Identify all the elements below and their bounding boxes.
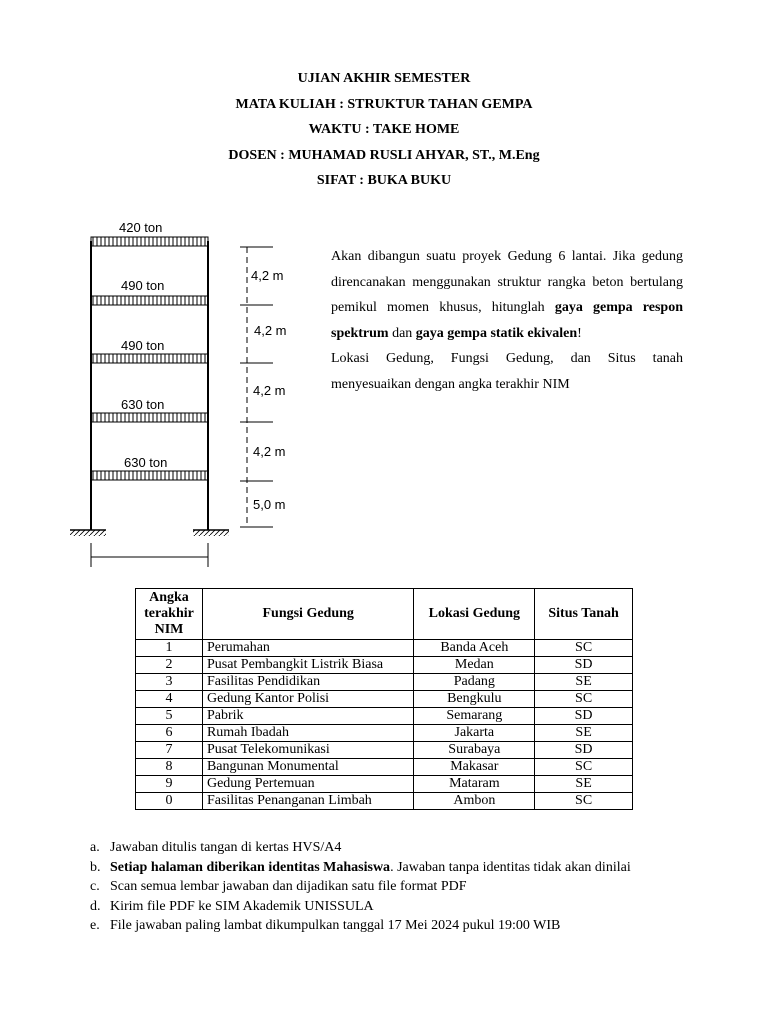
cell-function: Pusat Pembangkit Listrik Biasa	[202, 657, 414, 674]
storey-height-label: 4,2 m	[253, 383, 286, 398]
cell-location: Ambon	[414, 793, 535, 810]
problem-description	[331, 244, 683, 397]
table-row	[136, 793, 633, 810]
cell-location: Jakarta	[414, 725, 535, 742]
col-header-soil: Situs Tanah	[535, 589, 633, 640]
table-row	[136, 657, 633, 674]
cell-soil: SC	[535, 640, 633, 657]
list-item-emphasis: Setiap halaman diberikan identitas Mahasiswa	[110, 859, 391, 875]
col-header-function: Fungsi Gedung	[202, 589, 414, 640]
storey-height-label: 4,2 m	[253, 444, 286, 459]
description-emphasis: gaya gempa respon spektrum	[331, 300, 683, 341]
cell-nim: 6	[136, 725, 203, 742]
list-item	[90, 916, 680, 936]
cell-function: Bangunan Monumental	[202, 759, 414, 776]
cell-location: Semarang	[414, 708, 535, 725]
description-text: !	[577, 325, 582, 341]
cell-nim: 7	[136, 742, 203, 759]
left-fixed-support	[70, 530, 106, 536]
cell-nim: 9	[136, 776, 203, 793]
exam-header	[0, 66, 768, 194]
cell-soil: SE	[535, 674, 633, 691]
load-label: 630 ton	[121, 397, 165, 412]
storey-height-label: 5,0 m	[253, 497, 286, 512]
load-label: 420 ton	[119, 220, 163, 235]
cell-location: Surabaya	[414, 742, 535, 759]
list-item-text: Jawaban ditulis tangan di kertas HVS/A4	[110, 840, 342, 855]
table-row	[136, 708, 633, 725]
list-item	[90, 897, 680, 917]
cell-nim: 5	[136, 708, 203, 725]
cell-soil: SD	[535, 657, 633, 674]
col-header-nim: Angka terakhir NIM	[136, 589, 203, 640]
span-dimension-line	[91, 543, 208, 567]
description-text: Akan dibangun suatu proyek Gedung 6 lantai. Jika gedung direncanakan menggunakan struktur rangka beton bertulang pemikul momen khusus, hitunglah	[331, 249, 683, 315]
header-lecturer: DOSEN : MUHAMAD RUSLI AHYAR, ST., M.Eng	[228, 147, 540, 163]
cell-soil: SC	[535, 759, 633, 776]
list-marker: e.	[90, 918, 100, 934]
list-item-text: Scan semua lembar jawaban dan dijadikan satu file format PDF	[110, 879, 467, 895]
cell-nim: 8	[136, 759, 203, 776]
load-label: 490 ton	[121, 338, 165, 353]
header-nature: SIFAT : BUKA BUKU	[316, 173, 452, 188]
table-header-row	[136, 589, 633, 640]
cell-soil: SD	[535, 742, 633, 759]
cell-function: Gedung Pertemuan	[202, 776, 414, 793]
list-marker: c.	[90, 879, 100, 895]
cell-soil: SE	[535, 776, 633, 793]
description-paragraph-1	[331, 244, 683, 346]
storey-height-label: 4,2 m	[251, 268, 284, 283]
building-frame-diagram	[60, 215, 300, 575]
cell-location: Mataram	[414, 776, 535, 793]
description-emphasis: gaya gempa statik ekivalen	[415, 325, 578, 341]
instructions-list	[90, 838, 680, 936]
list-item	[90, 858, 680, 878]
list-item-text: . Jawaban tanpa identitas tidak akan dinilai	[390, 859, 631, 875]
cell-nim: 1	[136, 640, 203, 657]
table-row	[136, 759, 633, 776]
floor-beam-2	[91, 471, 208, 480]
cell-location: Padang	[414, 674, 535, 691]
cell-nim: 3	[136, 674, 203, 691]
load-label: 490 ton	[121, 278, 165, 293]
floor-beam-6	[91, 237, 208, 246]
header-time: WAKTU : TAKE HOME	[308, 122, 460, 137]
cell-nim: 2	[136, 657, 203, 674]
cell-location: Medan	[414, 657, 535, 674]
cell-location: Bengkulu	[414, 691, 535, 708]
cell-function: Fasilitas Pendidikan	[202, 674, 414, 691]
list-marker: d.	[90, 898, 101, 914]
cell-nim: 0	[136, 793, 203, 810]
cell-function: Fasilitas Penanganan Limbah	[202, 793, 414, 810]
floor-beam-3	[91, 413, 208, 422]
cell-location: Makasar	[414, 759, 535, 776]
right-fixed-support	[193, 530, 229, 536]
list-item	[90, 877, 680, 897]
cell-location: Banda Aceh	[414, 640, 535, 657]
cell-soil: SC	[535, 793, 633, 810]
table-row	[136, 674, 633, 691]
description-paragraph-2: Lokasi Gedung, Fungsi Gedung, dan Situs tanah menyesuaikan dengan angka terakhir NIM	[331, 351, 683, 392]
cell-function: Pusat Telekomunikasi	[202, 742, 414, 759]
description-text: dan	[388, 325, 416, 341]
list-item	[90, 838, 680, 858]
table-row	[136, 776, 633, 793]
list-item-text: Kirim file PDF ke SIM Akademik UNISSULA	[110, 898, 374, 914]
floor-beam-5	[91, 296, 208, 305]
storey-height-label: 4,2 m	[254, 323, 287, 338]
cell-soil: SE	[535, 725, 633, 742]
list-item-text: File jawaban paling lambat dikumpulkan tanggal 17 Mei 2024 pukul 19:00 WIB	[110, 918, 561, 934]
cell-soil: SC	[535, 691, 633, 708]
table-row	[136, 725, 633, 742]
header-title: UJIAN AKHIR SEMESTER	[297, 71, 471, 86]
cell-soil: SD	[535, 708, 633, 725]
table-row	[136, 691, 633, 708]
list-marker: b.	[90, 859, 101, 875]
cell-function: Perumahan	[202, 640, 414, 657]
floor-beam-4	[91, 354, 208, 363]
cell-function: Rumah Ibadah	[202, 725, 414, 742]
cell-function: Pabrik	[202, 708, 414, 725]
cell-nim: 4	[136, 691, 203, 708]
nim-assignment-table	[135, 588, 633, 810]
col-header-location: Lokasi Gedung	[414, 589, 535, 640]
cell-function: Gedung Kantor Polisi	[202, 691, 414, 708]
table-row	[136, 640, 633, 657]
load-label: 630 ton	[124, 455, 168, 470]
header-course: MATA KULIAH : STRUKTUR TAHAN GEMPA	[235, 96, 533, 112]
list-marker: a.	[90, 840, 100, 855]
table-row	[136, 742, 633, 759]
